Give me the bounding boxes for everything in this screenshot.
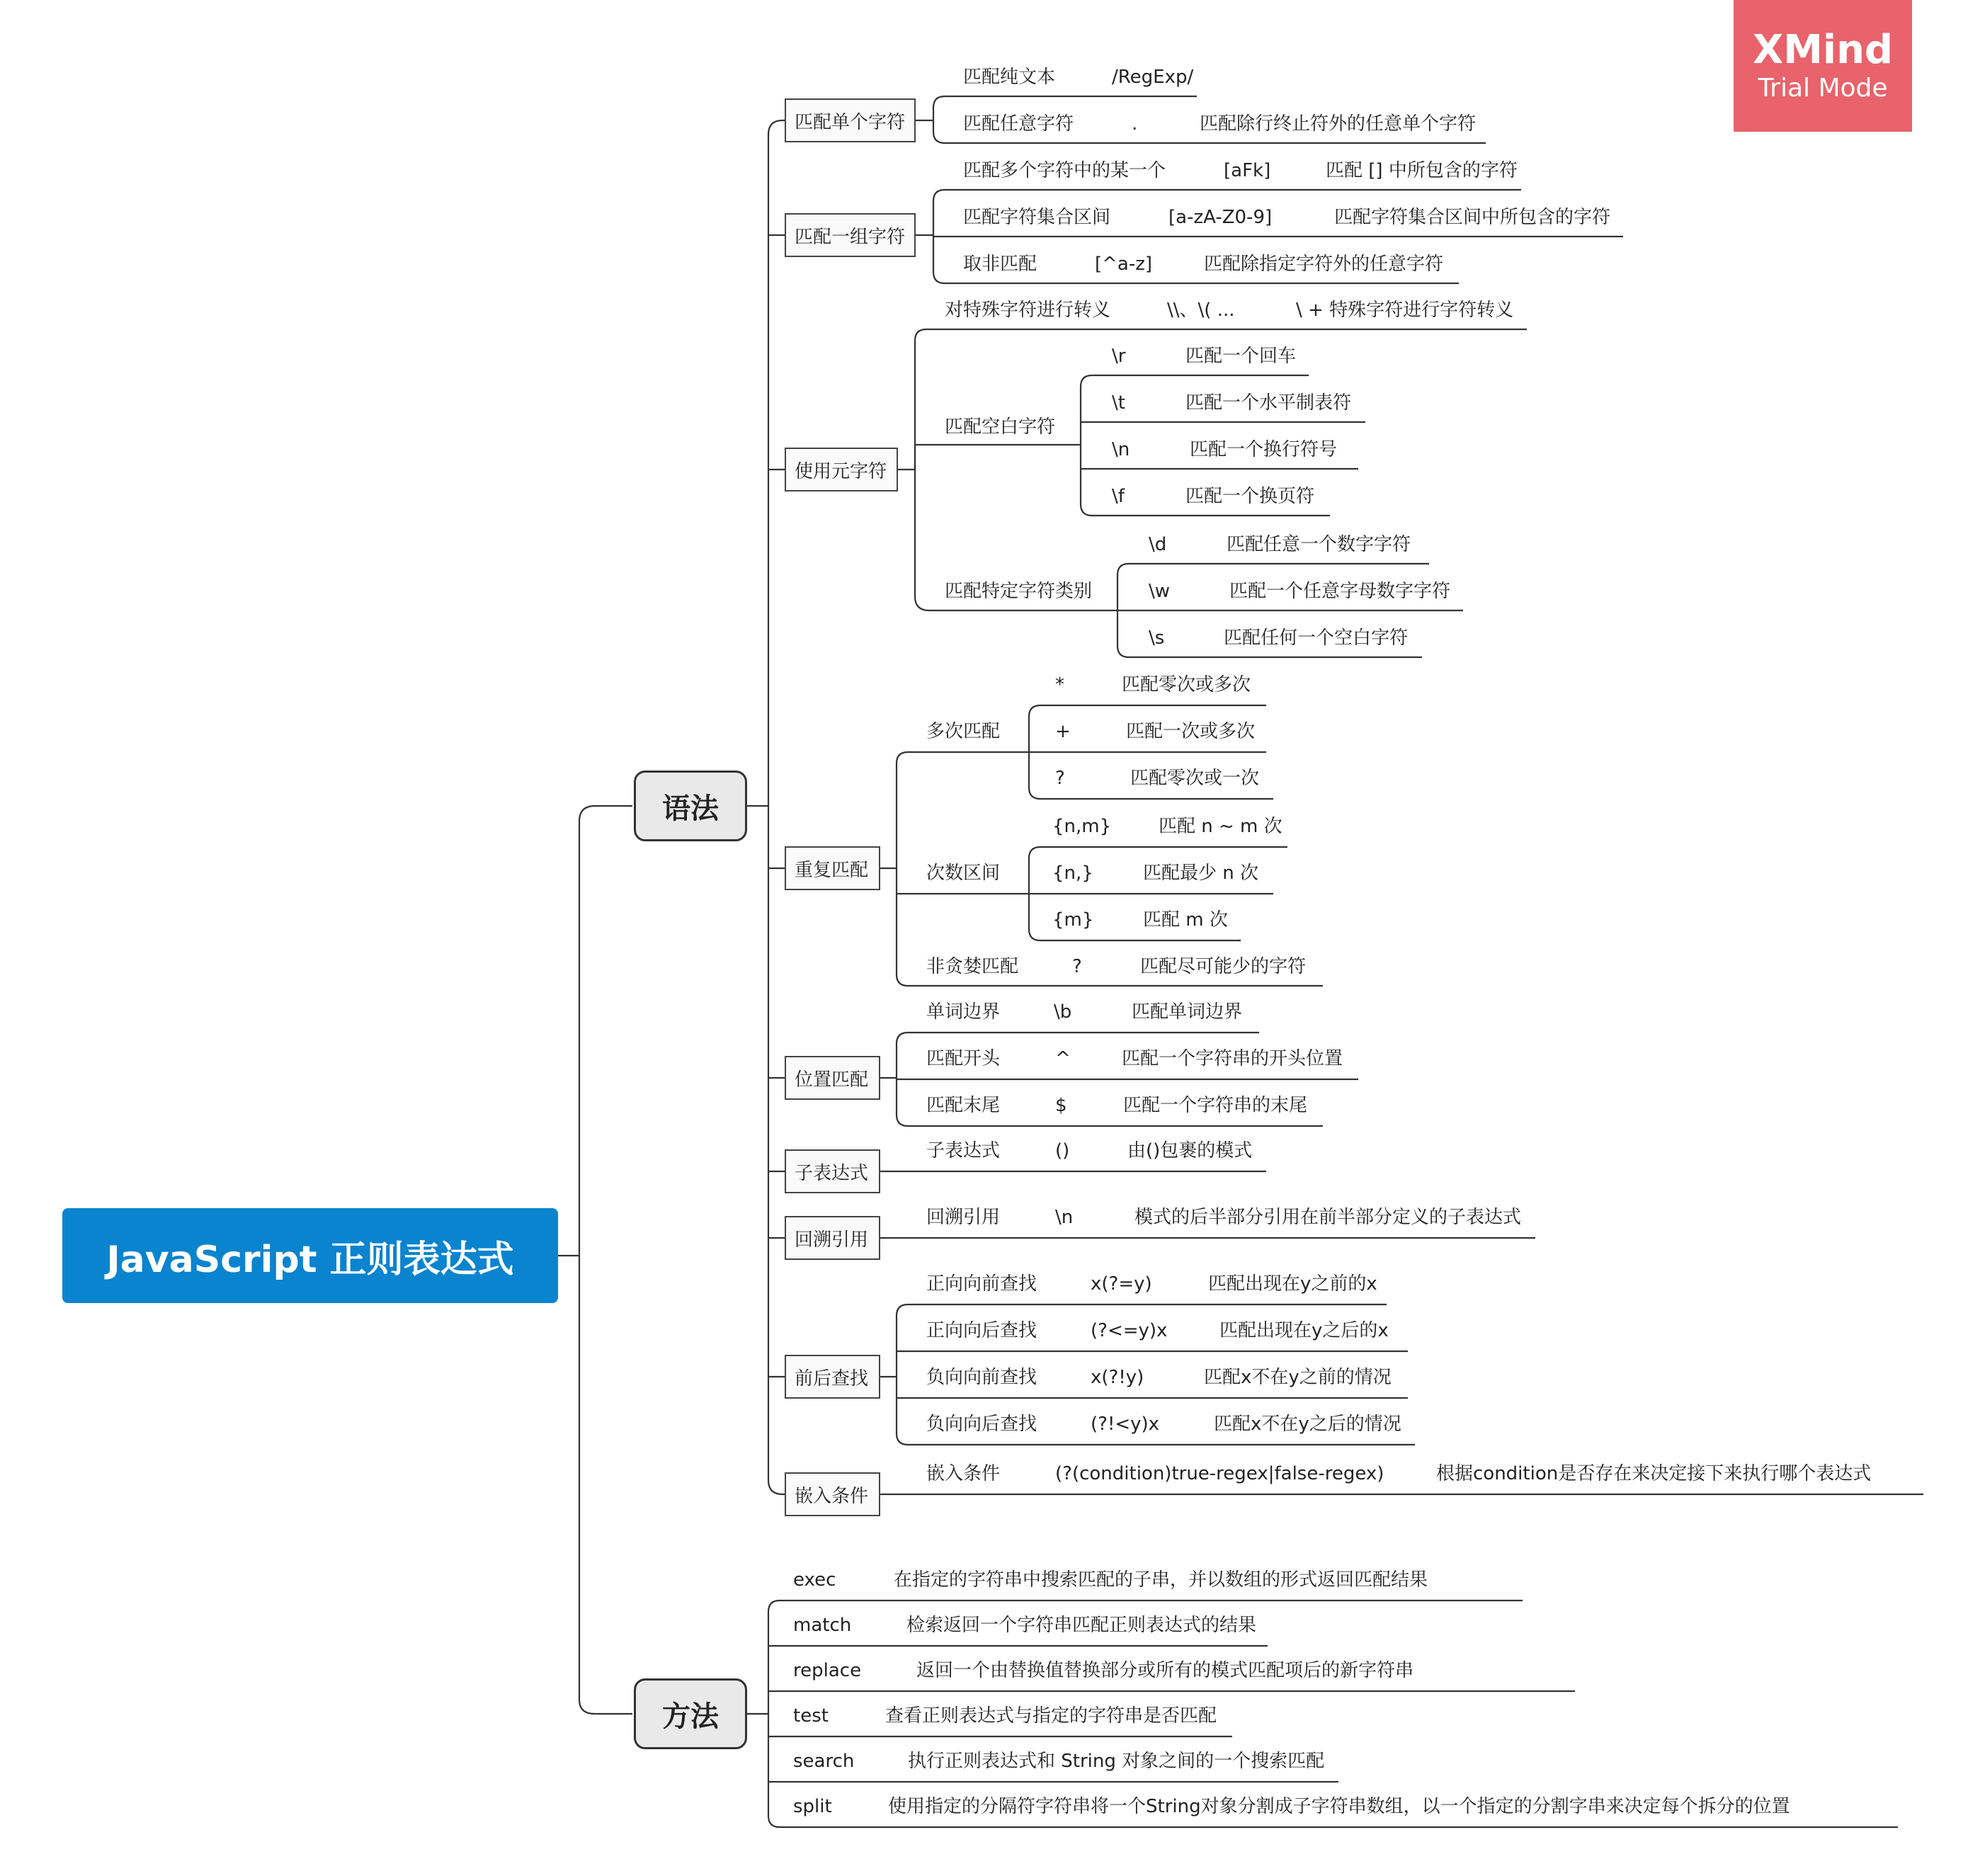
node-conditional-desc[interactable]: 根据condition是否存在来决定接下来执行哪个表达式 [1436, 1463, 1872, 1484]
node-subexpr[interactable]: 子表达式 [926, 1140, 1001, 1161]
method-search[interactable]: search [793, 1751, 855, 1772]
node-char-range[interactable]: 匹配字符集合区间 [963, 207, 1111, 228]
node-cls-d[interactable]: \d [1149, 534, 1167, 555]
method-test[interactable]: test [793, 1705, 829, 1727]
node-plus-desc[interactable]: 匹配一次或多次 [1126, 721, 1256, 742]
topic-backref[interactable]: 回溯引用 [785, 1216, 880, 1260]
topic-repeat[interactable]: 重复匹配 [785, 846, 880, 890]
node-ws-t-desc[interactable]: 匹配一个水平制表符 [1185, 392, 1352, 414]
node-cls-w-desc[interactable]: 匹配一个任意字母数字字符 [1229, 581, 1451, 602]
node-question-desc[interactable]: 匹配零次或一次 [1130, 768, 1260, 789]
node-lazy-example[interactable]: ? [1072, 956, 1082, 977]
node-backref-example[interactable]: \n [1055, 1207, 1074, 1228]
node-n-m-desc[interactable]: 匹配 n ~ m 次 [1159, 816, 1282, 837]
node-multi-match[interactable]: 多次匹配 [926, 721, 1001, 742]
node-one-of[interactable]: 匹配多个字符中的某一个 [963, 160, 1166, 181]
node-negation-example[interactable]: [^a-z] [1095, 254, 1153, 275]
node-start-example[interactable]: ^ [1055, 1048, 1071, 1069]
node-n-min[interactable]: {n,} [1052, 863, 1093, 884]
node-escape-desc[interactable]: \ + 特殊字符进行字符转义 [1296, 300, 1514, 321]
node-ws-n-desc[interactable]: 匹配一个换行符号 [1190, 439, 1338, 460]
node-one-of-example[interactable]: [aFk] [1224, 160, 1271, 181]
method-match[interactable]: match [793, 1615, 852, 1636]
topic-syntax[interactable]: 语法 [634, 771, 747, 841]
node-ws-r-desc[interactable]: 匹配一个回车 [1185, 346, 1297, 367]
xmind-logo: XMind [1752, 27, 1894, 73]
node-plus[interactable]: + [1055, 721, 1071, 742]
method-test-desc[interactable]: 查看正则表达式与指定的字符串是否匹配 [885, 1705, 1217, 1727]
node-neg-lookahead[interactable]: 负向向前查找 [926, 1367, 1037, 1388]
node-subexpr-example[interactable]: () [1055, 1140, 1070, 1161]
node-neg-lookbehind-example[interactable]: (?!<y)x [1091, 1414, 1160, 1435]
node-negation-desc[interactable]: 匹配除指定字符外的任意字符 [1204, 254, 1444, 275]
connector [768, 120, 785, 806]
topic-lookaround[interactable]: 前后查找 [785, 1355, 880, 1399]
method-exec[interactable]: exec [793, 1569, 836, 1591]
method-replace-desc[interactable]: 返回一个由替换值替换部分或所有的模式匹配项后的新字符串 [916, 1660, 1414, 1681]
root-topic[interactable]: JavaScript 正则表达式 [62, 1208, 558, 1303]
connector [768, 806, 785, 1494]
node-star-desc[interactable]: 匹配零次或多次 [1122, 674, 1251, 695]
node-n-min-desc[interactable]: 匹配最少 n 次 [1143, 863, 1259, 884]
node-whitespace[interactable]: 匹配空白字符 [945, 416, 1056, 438]
node-end-desc[interactable]: 匹配一个字符串的末尾 [1123, 1095, 1308, 1116]
node-lookahead-example[interactable]: x(?=y) [1091, 1273, 1152, 1295]
node-cls-s-desc[interactable]: 匹配任何一个空白字符 [1224, 627, 1409, 649]
node-neg-lookbehind[interactable]: 负向向后查找 [926, 1414, 1037, 1435]
node-end-example[interactable]: $ [1055, 1095, 1067, 1116]
connector [897, 752, 1029, 868]
node-char-class[interactable]: 匹配特定字符类别 [945, 581, 1093, 602]
connector [579, 806, 632, 1256]
node-word-boundary-example[interactable]: \b [1054, 1001, 1072, 1023]
method-exec-desc[interactable]: 在指定的字符串中搜索匹配的子串，并以数组的形式返回匹配结果 [894, 1569, 1428, 1591]
node-any-char-example[interactable]: . [1132, 113, 1138, 135]
node-lazy-desc[interactable]: 匹配尽可能少的字符 [1140, 956, 1307, 977]
node-cls-d-desc[interactable]: 匹配任意一个数字字符 [1227, 534, 1411, 555]
node-end[interactable]: 匹配末尾 [926, 1095, 1001, 1116]
node-cls-w[interactable]: \w [1149, 581, 1171, 602]
topic-conditional[interactable]: 嵌入条件 [785, 1472, 880, 1516]
topic-methods[interactable]: 方法 [634, 1678, 747, 1749]
node-backref[interactable]: 回溯引用 [926, 1207, 1001, 1228]
node-any-char[interactable]: 匹配任意字符 [963, 113, 1074, 135]
node-one-of-desc[interactable]: 匹配 [] 中所包含的字符 [1326, 160, 1518, 181]
method-split[interactable]: split [793, 1796, 832, 1817]
trial-mode-badge [1734, 0, 1912, 132]
node-negation[interactable]: 取非匹配 [963, 254, 1037, 275]
trial-mode-label: Trial Mode [1758, 74, 1888, 103]
node-lookbehind-example[interactable]: (?<=y)x [1091, 1320, 1168, 1341]
node-plain-text[interactable]: 匹配纯文本 [963, 67, 1056, 88]
node-backref-desc[interactable]: 模式的后半部分引用在前半部分定义的子表达式 [1134, 1207, 1522, 1228]
node-any-char-desc[interactable]: 匹配除行终止符外的任意单个字符 [1200, 113, 1477, 135]
node-ws-f-desc[interactable]: 匹配一个换页符 [1185, 486, 1315, 507]
node-conditional-example[interactable]: (?(condition)true-regex|false-regex) [1055, 1463, 1384, 1484]
node-word-boundary-desc[interactable]: 匹配单词边界 [1132, 1001, 1243, 1023]
node-count-range[interactable]: 次数区间 [926, 863, 1001, 884]
node-subexpr-desc[interactable]: 由()包裹的模式 [1127, 1140, 1253, 1161]
method-search-desc[interactable]: 执行正则表达式和 String 对象之间的一个搜索匹配 [908, 1751, 1325, 1772]
node-ws-f[interactable]: \f [1112, 486, 1125, 507]
node-cls-s[interactable]: \s [1149, 627, 1165, 649]
node-escape-example[interactable]: \\、\( ... [1167, 300, 1235, 321]
method-match-desc[interactable]: 检索返回一个字符串匹配正则表达式的结果 [906, 1615, 1257, 1636]
node-word-boundary[interactable]: 单词边界 [926, 1001, 1001, 1023]
node-ws-r[interactable]: \r [1112, 346, 1126, 367]
method-split-desc[interactable]: 使用指定的分隔符字符串将一个String对象分割成子字符串数组，以一个指定的分割字串来决定每个拆分的位置 [888, 1796, 1790, 1817]
node-ws-n[interactable]: \n [1112, 439, 1130, 460]
node-neg-lookahead-example[interactable]: x(?!y) [1091, 1367, 1144, 1388]
node-neg-lookahead-desc[interactable]: 匹配x不在y之前的情况 [1204, 1367, 1392, 1388]
connector [579, 1256, 632, 1714]
node-lazy[interactable]: 非贪婪匹配 [926, 956, 1019, 977]
topic-position[interactable]: 位置匹配 [785, 1056, 880, 1100]
node-question[interactable]: ? [1055, 768, 1065, 789]
topic-metachar[interactable]: 使用元字符 [785, 448, 898, 491]
node-star[interactable]: * [1055, 674, 1064, 695]
node-m-exact-desc[interactable]: 匹配 m 次 [1143, 909, 1228, 931]
node-start-desc[interactable]: 匹配一个字符串的开头位置 [1122, 1048, 1343, 1069]
node-start[interactable]: 匹配开头 [926, 1048, 1001, 1069]
node-m-exact[interactable]: {m} [1052, 909, 1094, 931]
node-plain-text-example[interactable]: /RegExp/ [1112, 67, 1194, 88]
topic-subexpr[interactable]: 子表达式 [785, 1149, 880, 1193]
node-lookbehind-desc[interactable]: 匹配出现在y之后的x [1219, 1320, 1389, 1341]
node-ws-t[interactable]: \t [1112, 392, 1125, 414]
node-lookbehind[interactable]: 正向向后查找 [926, 1320, 1037, 1341]
topic-single-char[interactable]: 匹配单个字符 [785, 98, 916, 142]
node-lookahead-desc[interactable]: 匹配出现在y之前的x [1208, 1273, 1377, 1295]
node-conditional[interactable]: 嵌入条件 [926, 1463, 1001, 1484]
node-lookahead[interactable]: 正向向前查找 [926, 1273, 1037, 1295]
node-char-range-desc[interactable]: 匹配字符集合区间中所包含的字符 [1334, 207, 1611, 228]
node-neg-lookbehind-desc[interactable]: 匹配x不在y之后的情况 [1214, 1414, 1401, 1435]
node-char-range-example[interactable]: [a-zA-Z0-9] [1168, 207, 1273, 228]
node-n-m[interactable]: {n,m} [1052, 816, 1112, 837]
topic-char-group[interactable]: 匹配一组字符 [785, 213, 916, 257]
method-replace[interactable]: replace [793, 1660, 862, 1681]
node-escape[interactable]: 对特殊字符进行转义 [945, 300, 1111, 321]
